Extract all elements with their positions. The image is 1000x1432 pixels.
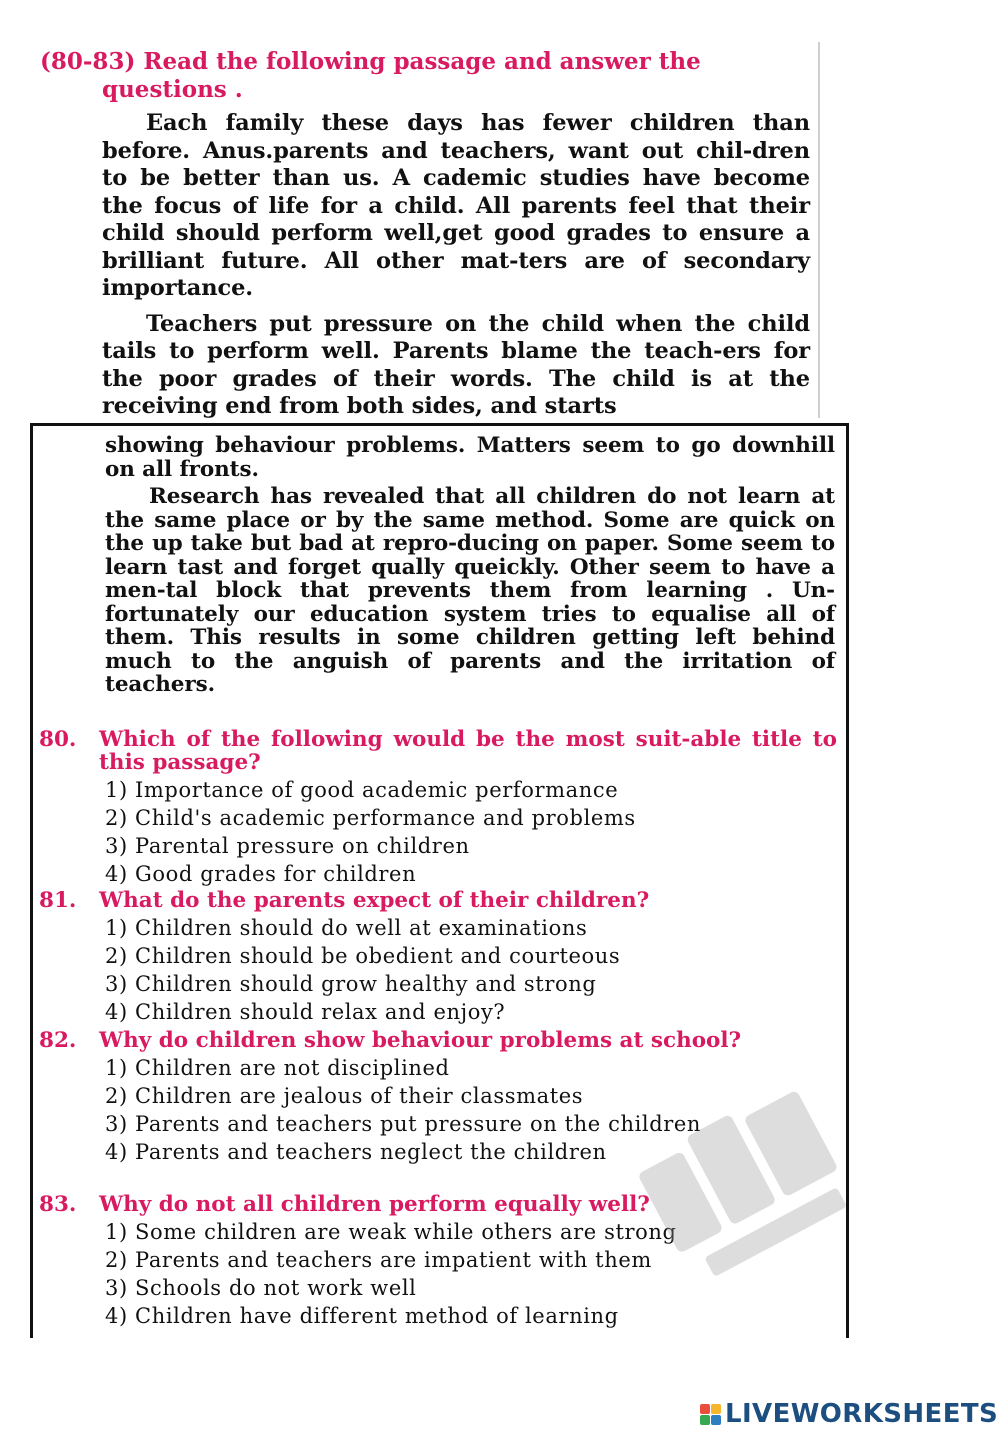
- answer-option[interactable]: 3) Parental pressure on children: [105, 834, 470, 858]
- answer-option[interactable]: 2) Children should be obedient and courteous: [105, 944, 621, 968]
- passage-lower: [105, 434, 835, 701]
- passage-paragraph-1: Each family these days has fewer children than before. Anus.parents and teachers, want out chil-dren to be better than us. A cademic studies have become the focus of life for a child. All parents feel that their child should perform well,get good grades to ensure a brilliant future. All other mat-ters are of secondary importance.: [102, 110, 810, 301]
- answer-option[interactable]: 2) Children are jealous of their classmates: [105, 1084, 584, 1108]
- answer-option[interactable]: 4) Children should relax and enjoy?: [105, 1000, 506, 1024]
- answer-option[interactable]: 2) Parents and teachers are impatient with them: [105, 1248, 652, 1272]
- answer-option[interactable]: 1) Children are not disciplined: [105, 1056, 450, 1080]
- question-text: Why do not all children perform equally well?: [99, 1192, 650, 1217]
- question-number: 82.: [39, 1028, 77, 1053]
- answer-option[interactable]: 3) Schools do not work well: [105, 1276, 417, 1300]
- question-text: Which of the following would be the most suit-able title to this passage?: [99, 727, 837, 775]
- passage-upper: [40, 48, 810, 429]
- answer-option[interactable]: 2) Child's academic performance and problems: [105, 806, 636, 830]
- question-text: What do the parents expect of their children?: [99, 888, 650, 913]
- question-number: 80.: [39, 727, 77, 752]
- answer-option[interactable]: 1) Children should do well at examinations: [105, 916, 588, 940]
- column-rule: [818, 42, 820, 418]
- section-header-line1: (80-83) Read the following passage and answer the: [40, 48, 701, 75]
- brand-name: LIVEWORKSHEETS: [725, 1399, 999, 1429]
- liveworksheets-brand[interactable]: [700, 1396, 998, 1432]
- passage-paragraph-2-continued: showing behaviour problems. Matters seem to go downhill on all fronts.: [105, 433, 835, 482]
- question-number: 81.: [39, 888, 77, 913]
- answer-option[interactable]: 3) Parents and teachers put pressure on the children: [105, 1112, 702, 1136]
- answer-option[interactable]: 1) Importance of good academic performance: [105, 778, 619, 802]
- question-80: [39, 728, 837, 888]
- question-81: [39, 889, 837, 1026]
- section-header: [40, 48, 810, 104]
- question-82: [39, 1029, 837, 1166]
- passage-paragraph-2: Teachers put pressure on the child when the child tails to perform well. Parents blame the teach-ers for the poor grades of their words. The child is at the receiving end from both sides, and starts: [102, 310, 810, 419]
- answer-option[interactable]: 4) Good grades for children: [105, 862, 417, 886]
- question-83: [39, 1193, 837, 1330]
- answer-option[interactable]: 1) Some children are weak while others are strong: [105, 1220, 677, 1244]
- liveworksheets-logo-icon: [700, 1404, 721, 1425]
- question-number: 83.: [39, 1192, 77, 1217]
- answer-option[interactable]: 3) Children should grow healthy and strong: [105, 972, 597, 996]
- answer-option[interactable]: 4) Children have different method of learning: [105, 1304, 619, 1328]
- answer-option[interactable]: 4) Parents and teachers neglect the children: [105, 1140, 607, 1164]
- questions-box: [30, 423, 849, 1338]
- passage-paragraph-3: Research has revealed that all children do not learn at the same place or by the same method. Some are quick on the up take but bad at repro-ducing on paper. Some seem to learn tast and forget qually queickly. Other seem to have a men-tal block that prevents them from learning . Un-fortunately our education system tries to equalise all of them. This results in some children getting left behind much to the anguish of parents and the irritation of teachers.: [105, 484, 835, 697]
- section-header-line2: questions .: [102, 76, 243, 103]
- question-text: Why do children show behaviour problems at school?: [99, 1028, 742, 1053]
